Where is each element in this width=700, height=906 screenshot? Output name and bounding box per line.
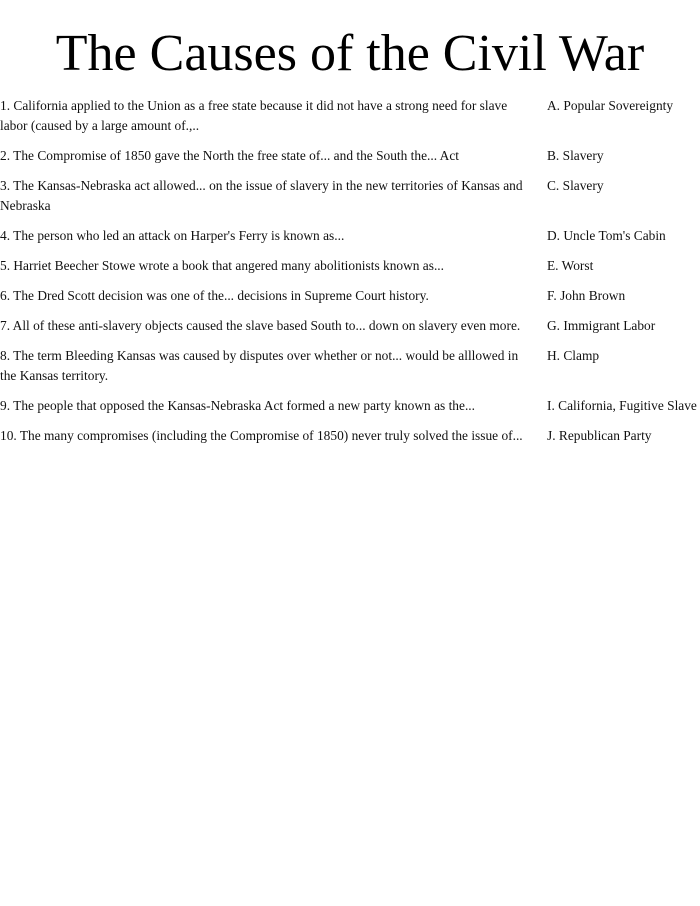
worksheet-row xyxy=(0,226,700,246)
worksheet-row xyxy=(0,256,700,276)
question-text: 4. The person who led an attack on Harper's Ferry is known as... xyxy=(0,228,345,243)
worksheet-row xyxy=(0,346,700,386)
question-text: 7. All of these anti-slavery objects caused the slave based South to... down on slavery even more. xyxy=(0,318,521,333)
answer-option: J. Republican Party xyxy=(547,428,652,443)
worksheet-row xyxy=(0,96,700,136)
answer-option: H. Clamp xyxy=(547,348,600,363)
matching-worksheet xyxy=(0,96,700,456)
worksheet-row xyxy=(0,426,700,446)
question-text: 1. California applied to the Union as a free state because it did not have a strong need for slave labor (caused by a large amount of.,.. xyxy=(0,98,508,133)
worksheet-row xyxy=(0,286,700,306)
answer-option: B. Slavery xyxy=(547,148,604,163)
answer-option: F. John Brown xyxy=(547,288,626,303)
question-text: 6. The Dred Scott decision was one of the... decisions in Supreme Court history. xyxy=(0,288,429,303)
question-text: 10. The many compromises (including the Compromise of 1850) never truly solved the issue of... xyxy=(0,428,523,443)
page-title: The Causes of the Civil War xyxy=(55,25,645,82)
question-text: 9. The people that opposed the Kansas-Nebraska Act formed a new party known as the... xyxy=(0,398,475,413)
question-text: 2. The Compromise of 1850 gave the North the free state of... and the South the... Act xyxy=(0,148,460,163)
worksheet-row xyxy=(0,176,700,216)
worksheet-row xyxy=(0,146,700,166)
answer-option: I. California, Fugitive Slave xyxy=(547,398,697,413)
question-text: 3. The Kansas-Nebraska act allowed... on the issue of slavery in the new territories of Kansas and Nebraska xyxy=(0,178,523,213)
answer-option: A. Popular Sovereignty xyxy=(547,98,674,113)
answer-option: E. Worst xyxy=(547,258,594,273)
answer-option: D. Uncle Tom's Cabin xyxy=(547,228,666,243)
question-text: 5. Harriet Beecher Stowe wrote a book that angered many abolitionists known as... xyxy=(0,258,445,273)
worksheet-row xyxy=(0,316,700,336)
question-text: 8. The term Bleeding Kansas was caused by disputes over whether or not... would be alllowed in the Kansas territory. xyxy=(0,348,519,383)
answer-option: C. Slavery xyxy=(547,178,604,193)
answer-option: G. Immigrant Labor xyxy=(547,318,656,333)
worksheet-row xyxy=(0,396,700,416)
